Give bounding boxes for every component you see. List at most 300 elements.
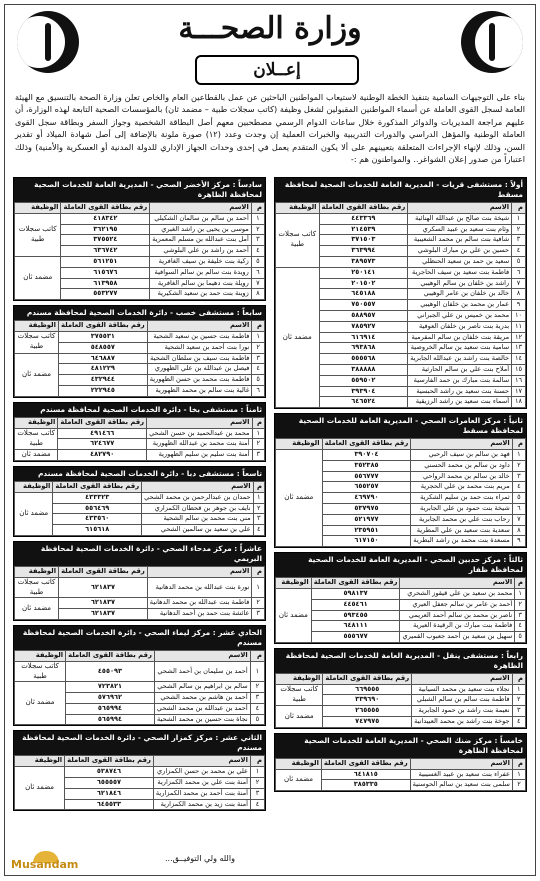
- person-name: مسعدة بنت محمد بن راشد البطرية: [411, 536, 512, 547]
- labor-card-number: ٦٤١٨١٥: [321, 769, 410, 780]
- labor-card-number: ٥٦٥٩٩٤: [66, 703, 155, 714]
- person-name: وئام بنت سعيد بن عبيد السكري: [408, 224, 512, 235]
- labor-card-number: ٥٥٦٤٦٩: [53, 503, 142, 514]
- table-row: [15, 353, 265, 364]
- section-title: ثالثاً : مركز حدبين الصحي - المديرية العامة للخدمات الصحية لمحافظة ظفار: [275, 553, 526, 577]
- person-name: أسماء بنت سعيد بن راشد الرزيقية: [408, 397, 512, 408]
- person-name: أحمد بن راشد بن علي البلوشي: [150, 246, 252, 257]
- national-emblem-icon: [17, 11, 79, 73]
- section-title: تاسعاً : مستشفى دبا - دائرة الخدمات الصحية لمحافظة مسندم: [14, 467, 265, 481]
- labor-card-number: ٣٧٥٥٢٤: [61, 235, 150, 246]
- person-name: سلمى بنت سعيد بن سالم الحوسنية: [410, 780, 512, 791]
- labor-card-number: ٤٣٣٣٢٣: [53, 492, 142, 503]
- labor-card-number: ٦٣٦٧٤٢: [61, 246, 150, 257]
- appointment-section: [13, 625, 266, 727]
- row-number: ٦: [512, 267, 526, 278]
- labor-card-number: ٣٩٠٧٠٤: [322, 449, 411, 460]
- table-row: [276, 706, 526, 717]
- header-num: م: [512, 673, 525, 684]
- row-number: ٤: [250, 703, 264, 714]
- person-name: نجاة بنت حسين بن محمد الشحية: [154, 714, 250, 725]
- appointment-section: [274, 733, 527, 792]
- row-number: ٧: [512, 514, 525, 525]
- header-job: الوظيفة: [15, 566, 59, 577]
- appointment-section: [13, 402, 266, 462]
- row-number: ١٨: [512, 397, 526, 408]
- labor-card-number: ٢٥٠١٤١: [319, 267, 408, 278]
- appointment-section: [13, 177, 266, 301]
- person-name: أمنة بنت سليم بن سليم الظهورية: [147, 450, 252, 461]
- labor-card-number: ٤٤٣٣٦٩: [319, 213, 408, 224]
- row-number: ٦: [252, 385, 265, 396]
- labor-card-number: ٦١٦٩١٤: [319, 332, 408, 343]
- row-number: ٣: [250, 788, 264, 799]
- person-name: شافية بنت سالم بن محمد الشعيبية: [408, 235, 512, 246]
- header-name: الاسم: [412, 673, 512, 684]
- person-name: داود بن سالم بن محمد الحسني: [411, 460, 512, 471]
- left-column: [13, 177, 266, 867]
- person-name: رحاب بنت علي بن محمد الجابرية: [411, 514, 512, 525]
- row-number: ٣: [253, 514, 264, 525]
- person-name: رويدة بنت سالم بن سالم السوافية: [150, 267, 252, 278]
- header-card: رقم بطاقة القوى العاملة: [311, 578, 400, 589]
- section-title: الحادي عشر : مركز ليماء الصحي - دائرة الخدمات الصحية لمحافظة مسندم: [14, 626, 265, 650]
- job-title: كاتب سجلات طبية: [15, 661, 66, 682]
- row-number: ١٣: [512, 343, 526, 354]
- header-job: الوظيفة: [276, 439, 323, 450]
- labor-card-number: ٣٨٨٨٨٨: [319, 364, 408, 375]
- labor-card-number: ٤٨١٢٢٩: [58, 364, 147, 375]
- labor-card-number: ٥٥٩٥٠٢: [319, 375, 408, 386]
- table-row: [15, 661, 265, 682]
- person-name: بدرية بنت ناصر بن خلفان العوفية: [408, 321, 512, 332]
- job-title: مضمد ثان: [276, 449, 323, 546]
- row-number: ١: [250, 767, 264, 778]
- person-name: راشد بن خلفان بن سالم الوهيبي: [408, 278, 512, 289]
- appointees-table: [14, 320, 265, 397]
- labor-card-number: ٣٩٣٩٠٤: [319, 386, 408, 397]
- header-card: رقم بطاقة القوى العاملة: [322, 439, 411, 450]
- job-title: مضمد ثان: [15, 682, 66, 725]
- person-name: عائشة بنت حمد بن أحمد الدهانية: [147, 609, 252, 620]
- row-number: ١٤: [512, 354, 526, 365]
- header-num: م: [252, 321, 265, 332]
- header-name: الاسم: [147, 321, 252, 332]
- job-title: كاتب سجلات طبية: [15, 213, 61, 256]
- table-row: [276, 769, 526, 780]
- row-number: ٤: [250, 799, 264, 810]
- national-emblem-icon: [461, 11, 523, 73]
- row-number: ١١: [512, 321, 526, 332]
- table-row: [15, 514, 265, 525]
- document-frame: [4, 4, 536, 876]
- person-name: سالمة بنت مبارك بن حمد الفارسية: [408, 375, 512, 386]
- header-name: الاسم: [147, 566, 252, 577]
- person-name: فاطمة بنت عبدالله بن محمد الدهانية: [147, 598, 252, 609]
- job-title: مضمد ثان: [15, 767, 65, 810]
- header-job: الوظيفة: [15, 417, 58, 428]
- appointment-section: [274, 177, 527, 409]
- labor-card-number: ٦٥٥٥٥٧: [65, 778, 154, 789]
- row-number: ٥: [512, 256, 526, 267]
- right-column: [274, 177, 527, 867]
- person-name: نجلاء بنت سعيد بن محمد السيابية: [412, 684, 512, 695]
- labor-card-number: ٣٨٩٥٧٣: [319, 256, 408, 267]
- person-name: موسى بن يحيى بن راشد الغبري: [150, 224, 252, 235]
- person-name: نورا بنت أحمد بن سعيد الشحية: [147, 342, 252, 353]
- labor-card-number: ٣٥٢٣٨٥: [322, 460, 411, 471]
- row-number: ٣: [512, 706, 525, 717]
- person-name: حسنة بنت سعيد بن راشد الحبسية: [408, 386, 512, 397]
- person-name: مني بنت محمد بن سالم الشحية: [142, 514, 254, 525]
- row-number: ٢: [250, 682, 264, 693]
- appointment-section: [13, 305, 266, 398]
- job-title: كاتب سجلات طبية: [15, 428, 58, 450]
- row-number: ٤: [515, 621, 526, 632]
- job-title: مضمد ثان: [276, 588, 312, 642]
- labor-card-number: ٦٤٥٥٣٣: [65, 799, 154, 810]
- labor-card-number: ٣٧١٥٠٣: [319, 235, 408, 246]
- header-num: م: [512, 203, 526, 214]
- labor-card-number: ٦١٣٩٥٨: [61, 278, 150, 289]
- person-name: جوخة بنت راشد بن محمد العبيدانية: [412, 717, 512, 728]
- labor-card-number: ٢٢٢٩٤٥: [58, 385, 147, 396]
- row-number: ١: [250, 661, 264, 682]
- intro-paragraph: بناء على التوجيهات السامية بتنفيذ الخطة الوطنية لاستيعاب المواطنين الباحثين عن عمل بالقطاعين العام والخاص تعلن وزارة الصحة بالتنسيق مع الهيئة العامة لسجل القوى العاملة عن أسماء المواطنين المقبولين لشغل وظيفة (كاتب سجلات طبية – مضمد ثان) بالمؤسسات الصحية التابعة لهذه الوزارة، أن عليهم مراجعة المديريات والدوائر المذكورة خلال ساعات الدوام الرسمي مصطحبين معهم أصل البطاقة الشخصية وجواز السفر وبطاقة سجل القوى العاملة الوطنية والمؤهل الدراسي والدورات التدريبية والخبرات العملية إن وجدت وعدد (١٢) صورة ملونة بالإضافة إلى أصل شهادة الميلاد أو تقدير السن، وذلك لإنهاء الإجراءات المتعلقة بتعيينهم على ألا يكون المتقدم يعمل في إحدى وحدات الجهاز الإداري للدولة المدنية أو العسكرية والأمنية) وذلك اعتباراً من صدور إعلان الشواغر.. والمواطنون هم :-: [15, 92, 525, 165]
- job-title: مضمد ثان: [15, 353, 59, 396]
- labor-card-number: ٧٤٧٩٧٥: [323, 717, 412, 728]
- labor-card-number: ٥٩٣٤٥٥: [311, 610, 400, 621]
- labor-card-number: ٣٣٩٦٩٠: [323, 695, 412, 706]
- labor-card-number: ٣٧٥٥٣١: [58, 331, 147, 342]
- row-number: ٣: [512, 471, 525, 482]
- header-job: الوظيفة: [276, 758, 322, 769]
- row-number: ٢: [253, 503, 264, 514]
- job-title: مضمد ثان: [15, 492, 53, 535]
- row-number: ٨: [251, 289, 264, 300]
- table-row: [276, 213, 526, 224]
- job-title: كاتب سجلات طبية: [15, 577, 59, 598]
- person-name: ثمراء بنت حمد بن سليم الشكرية: [411, 493, 512, 504]
- person-name: فهد بن سالم بن سيف الرحبي: [411, 449, 512, 460]
- appointees-table: [14, 481, 265, 536]
- section-title: عاشراً : مركز مدحاء الصحي - دائرة الخدمات الصحية لمحافظة البريمي: [14, 542, 265, 566]
- labor-card-number: ٥٣٧٩٧٥: [322, 503, 411, 514]
- labor-card-number: ٦٢١٨٣٧: [59, 577, 148, 598]
- section-title: خامساً : مركز ضنك الصحي - المديرية العامة للخدمات الصحية لمحافظة الظاهرة: [275, 734, 526, 758]
- row-number: ٤: [253, 525, 264, 536]
- labor-card-number: ٥٦١٢٥١: [61, 256, 150, 267]
- person-name: زكية بنت خليفة بن سيف الغافرية: [150, 256, 252, 267]
- labor-card-number: ٢١٤٥٣٩: [319, 224, 408, 235]
- row-number: ٤: [512, 717, 525, 728]
- row-number: ٦: [251, 267, 264, 278]
- header-name: الاسم: [408, 203, 512, 214]
- person-name: خالد بن خلفان بن عامر الوهيبي: [408, 289, 512, 300]
- row-number: ٢: [512, 695, 525, 706]
- header-name: الاسم: [400, 578, 515, 589]
- person-name: ناصر بن محمد بن سالم أحمد العريمي: [400, 610, 515, 621]
- labor-card-number: ٦٩٣٨٦٨: [319, 343, 408, 354]
- person-name: سامية بنت سعيد بن سالم الخروصية: [408, 343, 512, 354]
- person-name: أحمد بن عامر بن سالم جعفل العيري: [400, 599, 515, 610]
- job-title: مضمد ثان: [15, 256, 61, 299]
- header-card: رقم بطاقة القوى العاملة: [58, 417, 147, 428]
- header-job: الوظيفة: [276, 578, 312, 589]
- row-number: ٤: [252, 364, 265, 375]
- header-job: الوظيفة: [15, 481, 53, 492]
- labor-card-number: ٤٦٩٧٩٠: [322, 493, 411, 504]
- header: [5, 5, 535, 91]
- header-name: الاسم: [410, 758, 512, 769]
- person-name: محمد بن سعيد بن علي قيقوز الشحري: [400, 588, 515, 599]
- row-number: ٥: [515, 632, 526, 643]
- person-name: نايف بن جوهر بن قحطان الكمزاري: [142, 503, 254, 514]
- row-number: ١٦: [512, 375, 526, 386]
- table-row: [276, 449, 526, 460]
- job-title: مضمد ثان: [276, 706, 323, 728]
- appointees-table: [14, 202, 265, 300]
- person-name: سالم بن ابراهيم بن سالم الشحي: [154, 682, 250, 693]
- table-row: [276, 632, 526, 643]
- header-card: رقم بطاقة القوى العاملة: [66, 650, 155, 661]
- section-title: الثاني عشر : مركز كمزار الصحي - دائرة الخدمات الصحية لمحافظة مسندم: [14, 731, 265, 755]
- header-job: الوظيفة: [15, 203, 61, 214]
- person-name: مريم بنت محمد بن علي الحجرية: [411, 482, 512, 493]
- section-title: ثامناً : مستشفى بخا - دائرة الخدمات الصحية لمحافظة مسندم: [14, 403, 265, 417]
- person-name: خالصة بنت راشد بن عبدالله الجابرية: [408, 354, 512, 365]
- person-name: خالد بن سالم بن محمد الرواحي: [411, 471, 512, 482]
- row-number: ٣: [515, 610, 526, 621]
- row-number: ٤: [251, 246, 264, 257]
- header-num: م: [252, 417, 264, 428]
- person-name: آمنة بنت زيد بن محمد الكمزارية: [153, 799, 250, 810]
- header-card: رقم بطاقة القوى العاملة: [321, 758, 410, 769]
- person-name: فاطمة بنت سعيد بن سيف الحاجرية: [408, 267, 512, 278]
- labor-card-number: ٥٥٣٢٧٧: [61, 289, 150, 300]
- closing-line: والله ولي التوفيــق...: [165, 854, 235, 863]
- person-name: سهيل بن سعيد بن أحمد جعبوب القميري: [400, 632, 515, 643]
- labor-card-number: ٥٥٥٦٧٧: [311, 632, 400, 643]
- labor-card-number: ٥٢١٩٧٧: [322, 514, 411, 525]
- person-name: أمنة بنت محمد بن عبدالله الظهورية: [147, 439, 252, 450]
- header-name: الاسم: [142, 481, 254, 492]
- appointees-table: [275, 438, 526, 547]
- header-card: رقم بطاقة القوى العاملة: [323, 673, 412, 684]
- person-name: سعيد بن حمد بن سعيد الحنظلي: [408, 256, 512, 267]
- appointment-section: [274, 413, 527, 548]
- labor-card-number: ٤٣٣٥٦٠: [53, 514, 142, 525]
- labor-card-number: ٢٠١٥٠٢: [319, 278, 408, 289]
- person-name: علي بن سعيد بن سالمين الشحي: [142, 525, 254, 536]
- person-name: عمار بن محمد بن خلفان الوهيبي: [408, 300, 512, 311]
- row-number: ٢: [252, 439, 264, 450]
- labor-card-number: ٦٢١٨٣٧: [59, 598, 148, 609]
- row-number: ٢: [512, 224, 526, 235]
- row-number: ٩: [512, 300, 526, 311]
- appointment-section: [274, 552, 527, 644]
- row-number: ٥: [512, 493, 525, 504]
- labor-card-number: ٣٦٣٩٩٤: [319, 246, 408, 257]
- appointment-section: [13, 730, 266, 811]
- person-name: عفراء بنت سعيد بن عبيد الغسيبية: [410, 769, 512, 780]
- person-name: شيخة بنت حمود بن علي الجابرية: [411, 503, 512, 514]
- row-number: ٣: [512, 235, 526, 246]
- labor-card-number: ٦٢١٨٤٦: [65, 788, 154, 799]
- header-num: م: [251, 203, 264, 214]
- table-row: [276, 621, 526, 632]
- table-row: [276, 267, 526, 278]
- row-number: ١: [512, 769, 525, 780]
- table-row: [15, 503, 265, 514]
- row-number: ٦: [512, 503, 525, 514]
- row-number: ٧: [512, 278, 526, 289]
- labor-card-number: ٥٦٥٩٩٤: [66, 714, 155, 725]
- labor-card-number: ٣٨٥٣٣٥: [321, 780, 410, 791]
- person-name: رويلة بنت دهيما بن سالم الغافرية: [150, 278, 252, 289]
- row-number: ١: [253, 492, 264, 503]
- row-number: ١٢: [512, 332, 526, 343]
- row-number: ٢: [252, 342, 265, 353]
- table-row: [15, 331, 265, 342]
- labor-card-number: ٤٣٢٩٤٤: [58, 375, 147, 386]
- row-number: ١: [512, 684, 525, 695]
- ministry-title: وزارة الصحـــة: [178, 11, 362, 46]
- labor-card-number: ٧٥٠٥٥٧: [319, 300, 408, 311]
- header-name: الاسم: [150, 203, 252, 214]
- table-row: [276, 684, 526, 695]
- labor-card-number: ٦٦٩٥٥٥: [323, 684, 412, 695]
- table-row: [15, 256, 265, 267]
- row-number: ٢: [515, 599, 526, 610]
- person-name: علي بن محمد بن حسن الكمزاري: [153, 767, 250, 778]
- appointees-table: [275, 577, 526, 643]
- person-name: حمدان بن عبدالرحمن بن محمد الشحي: [142, 492, 254, 503]
- person-name: مريقة بنت خلفان بن سالم المقرمية: [408, 332, 512, 343]
- labor-card-number: ٢٦٥٥٥٥: [323, 706, 412, 717]
- labor-card-number: ٥٥٦٧٧٧: [322, 471, 411, 482]
- row-number: ٨: [512, 525, 525, 536]
- appointees-table: [14, 417, 265, 461]
- labor-card-number: ٧٨٥٩٢٧: [319, 321, 408, 332]
- labor-card-number: ٤٥٥٠٩٣: [66, 661, 155, 682]
- person-name: آمنة بنت أحمد بن محمد الكمزارية: [153, 788, 250, 799]
- person-name: فاطمة بنت حسين بن سعيد الشحية: [147, 331, 252, 342]
- table-row: [276, 610, 526, 621]
- row-number: ٩: [512, 536, 525, 547]
- labor-card-number: ٧٢٣٨٢١: [66, 682, 155, 693]
- row-number: ١٠: [512, 310, 526, 321]
- appointees-table: [14, 566, 265, 620]
- person-name: سعدية بنت سعيد بن علي المطرية: [411, 525, 512, 536]
- labor-card-number: ٦٥٥٢٥٧: [322, 482, 411, 493]
- labor-card-number: ٥٨٨٩٥٧: [319, 310, 408, 321]
- labor-card-number: ٦٤٦٥٢٤: [319, 397, 408, 408]
- header-num: م: [250, 650, 264, 661]
- labor-card-number: ٥٤٨٥٥٧: [58, 342, 147, 353]
- job-title: مضمد ثان: [276, 769, 322, 791]
- person-name: نورة بنت عبدالله بن محمد الدهانية: [147, 577, 252, 598]
- header-num: م: [252, 566, 265, 577]
- person-name: فاطمة بنت مبارك بن الرقيدة العيرية: [400, 621, 515, 632]
- table-row: [15, 525, 265, 536]
- row-number: ١: [252, 331, 265, 342]
- labor-card-number: ٤٤٥٤٦١: [311, 599, 400, 610]
- header-name: الاسم: [411, 439, 512, 450]
- person-name: أحمد بن هاشم بن محمد الشحي: [154, 693, 250, 704]
- person-name: محمد بن خميس بن علي الجبراني: [408, 310, 512, 321]
- labor-card-number: ٥٣٨٧٤٦: [65, 767, 154, 778]
- row-number: ٧: [251, 278, 264, 289]
- row-number: ٤: [512, 246, 526, 257]
- table-row: [15, 577, 265, 598]
- person-name: فاطمة بنت سيف بن سلطان الشحية: [147, 353, 252, 364]
- columns: [13, 177, 527, 867]
- table-row: [15, 428, 265, 439]
- job-title: مضمد ثان: [15, 450, 58, 461]
- person-name: فاطمة بنت سالم بن سالم الشبلي: [412, 695, 512, 706]
- person-name: نعيمة بنت راشد بن حمود الجابرية: [412, 706, 512, 717]
- appointees-table: [14, 650, 265, 726]
- header-card: رقم بطاقة القوى العاملة: [65, 756, 154, 767]
- row-number: ١: [512, 449, 525, 460]
- table-row: [15, 450, 265, 461]
- row-number: ٢: [250, 778, 264, 789]
- row-number: ٣: [252, 353, 265, 364]
- row-number: ٥: [250, 714, 264, 725]
- row-number: ٤: [512, 482, 525, 493]
- job-title: كاتب سجلات طبية: [276, 213, 320, 267]
- person-name: فيصل بن عبدالله بن علي الظهوري: [147, 364, 252, 375]
- row-number: ٨: [512, 289, 526, 300]
- row-number: ١: [515, 588, 526, 599]
- row-number: ٢: [512, 460, 525, 471]
- person-name: أملاح بنت علي بن سالم الحارثية: [408, 364, 512, 375]
- table-row: [15, 492, 265, 503]
- section-title: أولاً : مستشفى قريات - المديرية العامة للخدمات الصحية لمحافظة مسقط: [275, 178, 526, 202]
- job-title: مضمد ثان: [276, 267, 320, 407]
- appointment-section: [13, 541, 266, 621]
- appointees-table: [275, 758, 526, 791]
- section-title: سابعاً : مستشفى خصب - دائرة الخدمات الصحية لمحافظة مسندم: [14, 306, 265, 320]
- header-card: رقم بطاقة القوى العاملة: [59, 566, 148, 577]
- labor-card-number: ٦٢١٨٣٧: [59, 609, 148, 620]
- header-job: الوظيفة: [15, 321, 59, 332]
- person-name: أحمد بن سليمان بن أحمد الشحي: [154, 661, 250, 682]
- row-number: ١٧: [512, 386, 526, 397]
- header-card: رقم بطاقة القوى العاملة: [61, 203, 150, 214]
- row-number: ٥: [251, 256, 264, 267]
- appointees-table: [14, 755, 265, 810]
- job-title: كاتب سجلات طبية: [15, 331, 59, 353]
- person-name: أحمد بن سالم بن سالمان الشكيلي: [150, 213, 252, 224]
- row-number: ٣: [251, 235, 264, 246]
- header-job: الوظيفة: [276, 673, 323, 684]
- section-title: رابعاً : مستشفى ينقل - المديرية العامة للخدمات الصحية لمحافظة الظاهرة: [275, 649, 526, 673]
- row-number: ١٥: [512, 364, 526, 375]
- table-row: [15, 682, 265, 693]
- labor-card-number: ٦١٥٦٧٦: [61, 267, 150, 278]
- labor-card-number: ٥٥٥٥٦٨: [319, 354, 408, 365]
- section-title: سادساً : مركز الأخضر الصحي - المديرية العامة للخدمات الصحية لمحافظة الظاهرة: [14, 178, 265, 202]
- appointment-section: [274, 648, 527, 729]
- person-name: فاطمة بنت محمد بن حسن الظهورية: [147, 375, 252, 386]
- row-number: ١: [252, 428, 264, 439]
- person-name: آمنة بنت علي بن محمد الكمزارية: [153, 778, 250, 789]
- labor-card-number: ٦٤٨١١١: [311, 621, 400, 632]
- header-card: رقم بطاقة القوى العاملة: [53, 481, 142, 492]
- table-row: [15, 767, 265, 778]
